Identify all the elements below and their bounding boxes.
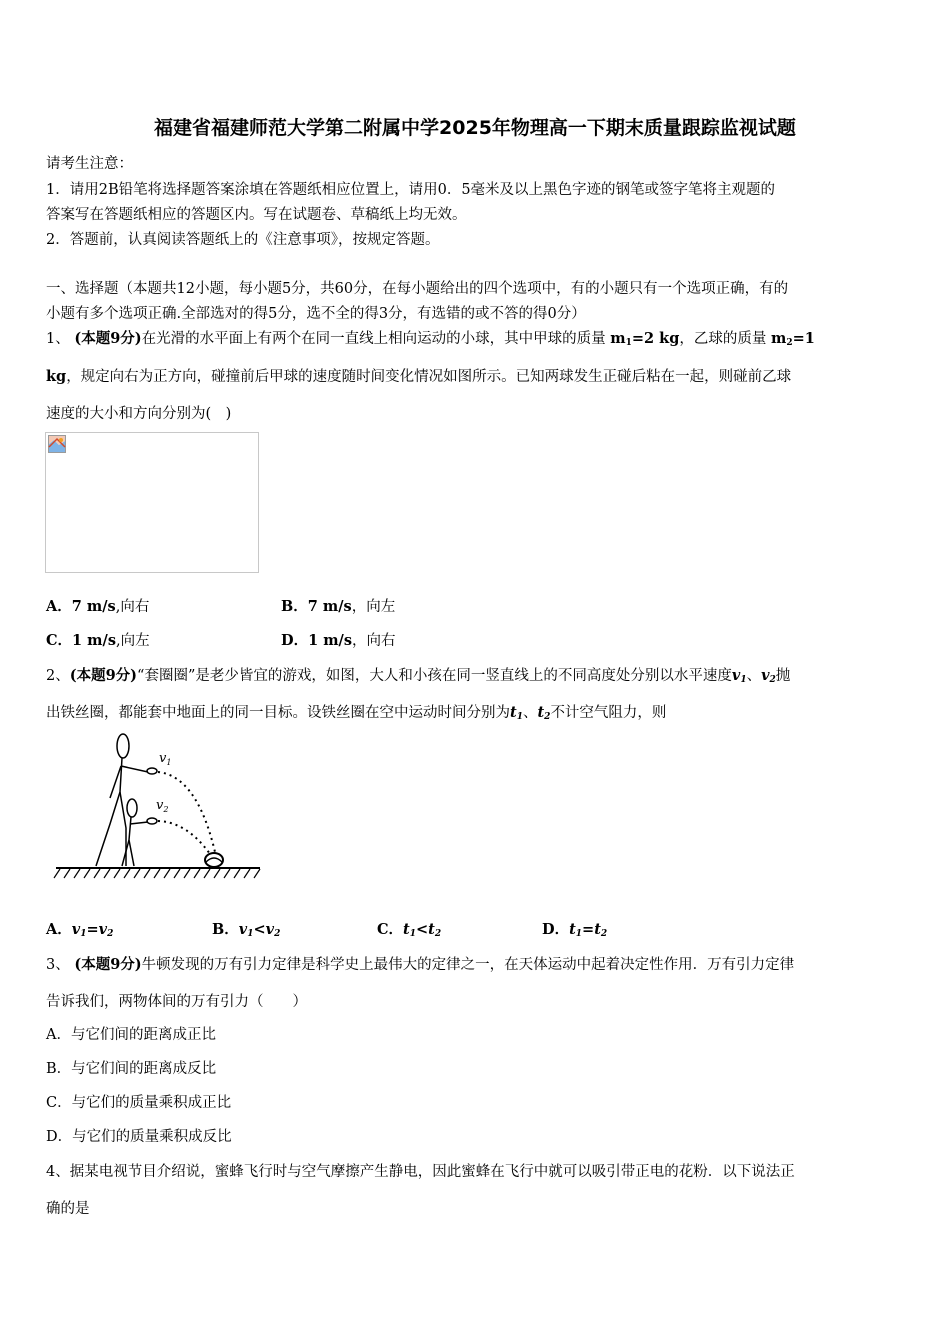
question-score: (本题9分) — [74, 956, 142, 973]
question-3-line-2: 告诉我们，两物体间的万有引力（ ） — [46, 994, 307, 1010]
q1-option-d[interactable]: D．1 m/s，向右 — [281, 632, 396, 649]
time-1: $t_1$ — [510, 704, 523, 722]
mass-2: $m_2=1$ — [770, 330, 815, 348]
question-3-line-1 — [46, 953, 794, 974]
notice-item-2: 2．答题前，认真阅读答题纸上的《注意事项》，按规定答题。 — [46, 232, 440, 248]
velocity-time-graph-image — [45, 432, 259, 573]
q3-option-a[interactable]: A．与它们间的距离成正比 — [46, 1027, 216, 1043]
unit-kg: kg — [46, 368, 67, 385]
question-text: 牛顿发现的万有引力定律是科学史上最伟大的定律之一，在天体运动中起着决定性作用．万有引力定律 — [141, 957, 795, 973]
q2-option-a[interactable]: A．$v_1=v_2$ — [46, 921, 114, 939]
fig-label-v1: $v_1$ — [159, 751, 172, 767]
question-text: ，规定向右为正方向，碰撞前后甲球的速度随时间变化情况如图所示。已知两球发生正碰后粘在一起，则碰前乙球 — [66, 369, 792, 385]
fig-label-v2: $v_2$ — [156, 798, 169, 814]
q3-option-b[interactable]: B．与它们间的距离成反比 — [46, 1061, 217, 1077]
question-score: (本题9分) — [69, 667, 138, 684]
question-score: (本题9分) — [74, 330, 142, 347]
q2-option-d[interactable]: D．$t_1=t_2$ — [542, 921, 608, 939]
velocity-1: $v_1$ — [731, 667, 747, 685]
q2-option-c[interactable]: C．$t_1<t_2$ — [377, 921, 442, 939]
time-2: $t_2$ — [537, 704, 551, 722]
q1-option-c[interactable]: C．1 m/s,向左 — [46, 632, 150, 649]
question-4-line-1: 4、据某电视节目介绍说，蜜蜂飞行时与空气摩擦产生静电，因此蜜蜂在飞行中就可以吸引带正电的花粉．以下说法正 — [46, 1164, 795, 1180]
question-2-line-2: 出铁丝圈，都能套中地面上的同一目标。设铁丝圈在空中运动时间分别为$t_1$、$t_2$不计空气阻力，则 — [46, 704, 667, 722]
mass-1: $m_1=2$ kg — [610, 330, 680, 348]
q2-option-b[interactable]: B．$v_1<v_2$ — [212, 921, 281, 939]
question-number: 1、 — [46, 331, 70, 347]
section-heading-line-1: 一、选择题（本题共12小题，每小题5分，共60分，在每小题给出的四个选项中，有的小题只有一个选项正确，有的 — [46, 281, 789, 297]
question-text: “套圈圈”是老少皆宜的游戏，如图，大人和小孩在同一竖直线上的不同高度处分别以水平速度 — [137, 668, 732, 684]
q3-option-c[interactable]: C．与它们的质量乘积成正比 — [46, 1095, 232, 1111]
notice-heading: 请考生注意： — [46, 156, 133, 172]
notice-item-1: 1．请用2B铅笔将选择题答案涂填在答题纸相应位置上，请用0．5毫米及以上黑色字迹的钢笔或签字笔将主观题的 — [46, 182, 776, 198]
broken-image-icon — [48, 435, 66, 453]
notice-item-1-cont: 答案写在答题纸相应的答题区内。写在试题卷、草稿纸上均无效。 — [46, 207, 467, 223]
page-title: 福建省福建师范大学第二附属中学2025年物理高一下期末质量跟踪监视试题 — [154, 117, 796, 139]
question-text: 出铁丝圈，都能套中地面上的同一目标。设铁丝圈在空中运动时间分别为 — [46, 705, 510, 721]
question-1-line-1 — [46, 327, 815, 348]
question-4-line-2: 确的是 — [46, 1201, 90, 1217]
question-1-line-3: 速度的大小和方向分别为( ) — [46, 406, 232, 422]
question-2-line-1: 2、(本题9分)“套圈圈”是老少皆宜的游戏，如图，大人和小孩在同一竖直线上的不同高度处分别以水平速度$v_1$、$v_2$抛 — [46, 667, 791, 685]
ring-toss-figure — [52, 732, 264, 882]
q3-option-d[interactable]: D．与它们的质量乘积成反比 — [46, 1129, 232, 1145]
question-text: ，乙球的质量 — [679, 331, 767, 347]
q1-option-a[interactable]: A．7 m/s,向右 — [46, 598, 150, 615]
q1-option-b[interactable]: B．7 m/s，向左 — [281, 598, 396, 615]
question-number: 2、 — [46, 668, 70, 684]
section-heading-line-2: 小题有多个选项正确.全部选对的得5分，选不全的得3分，有选错的或不答的得0分） — [46, 306, 586, 322]
velocity-2: $v_2$ — [761, 667, 776, 685]
question-text: 在光滑的水平面上有两个在同一直线上相向运动的小球，其中甲球的质量 — [141, 331, 606, 347]
question-number: 3、 — [46, 957, 70, 973]
question-1-line-2 — [46, 365, 791, 386]
